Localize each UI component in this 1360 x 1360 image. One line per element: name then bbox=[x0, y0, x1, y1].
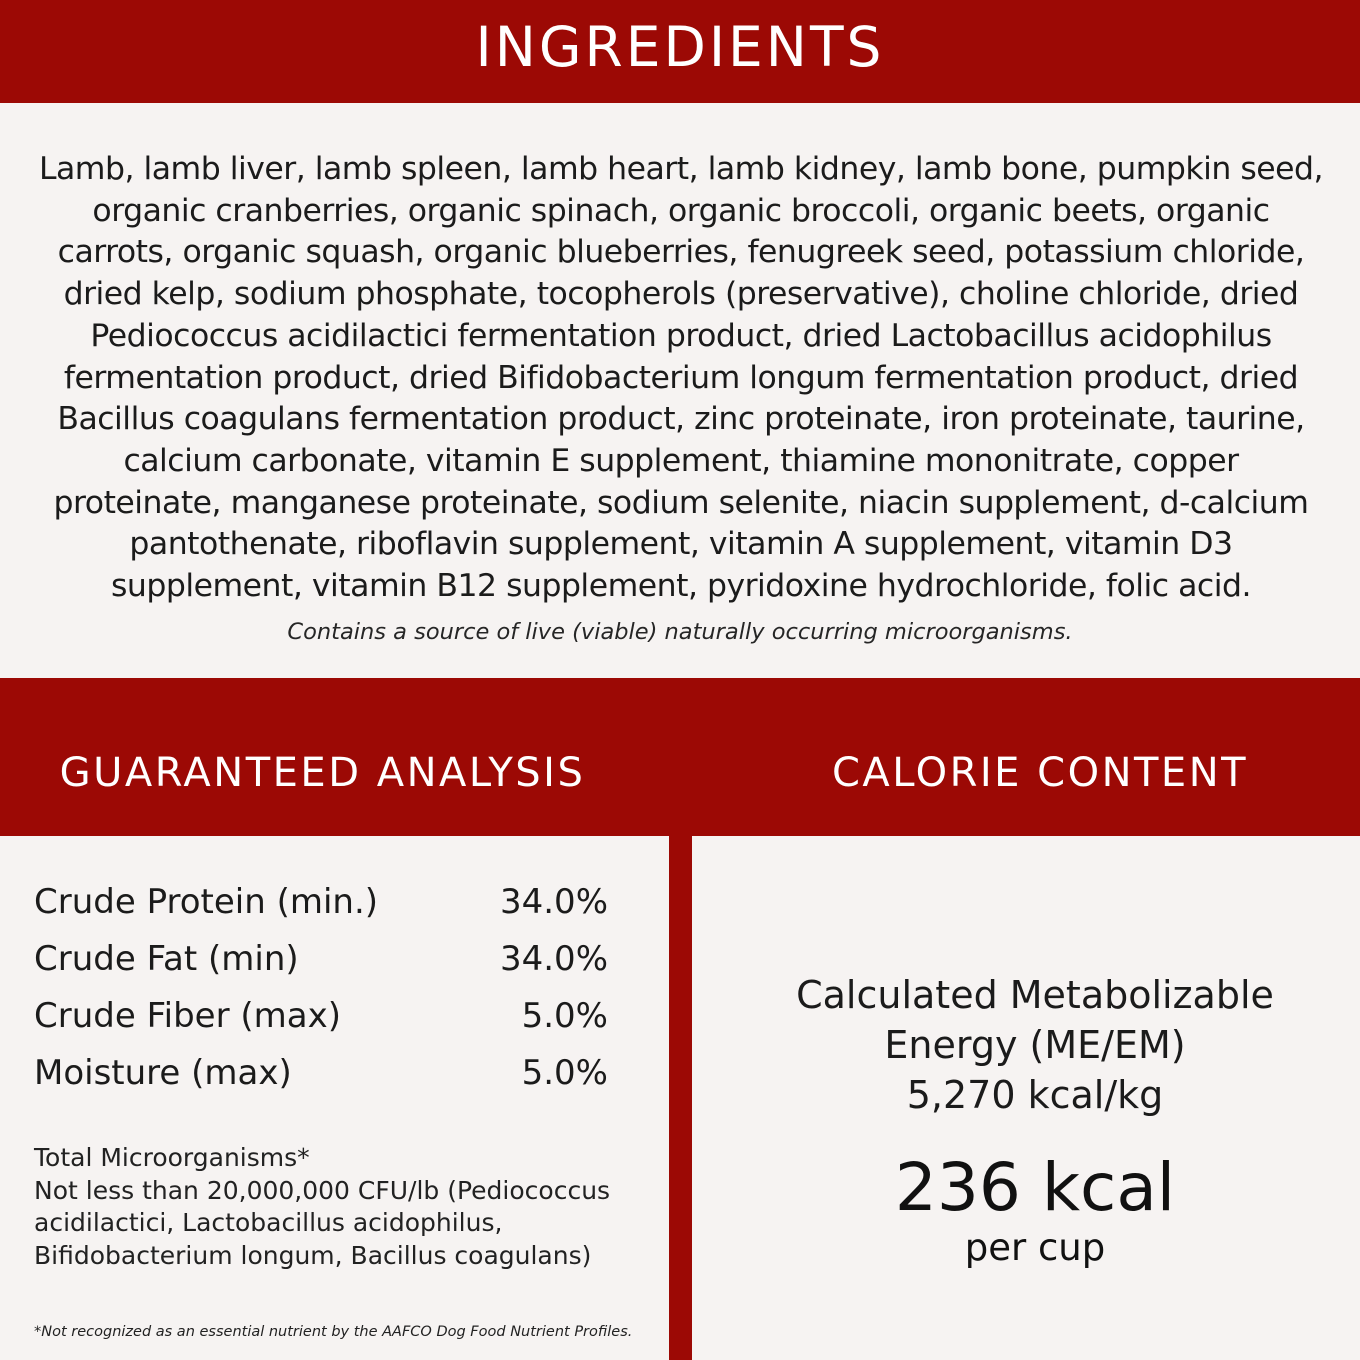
ingredients-line: fermentation product, dried Bifidobacterium longum fermentation product, dried bbox=[63, 359, 1299, 396]
kcal-per-cup-value: 236 kcal bbox=[894, 1149, 1176, 1226]
analysis-label: Crude Protein (min.) bbox=[34, 882, 379, 922]
analysis-row bbox=[34, 880, 608, 937]
analysis-row bbox=[34, 994, 608, 1051]
microorganisms-line: acidilactici, Lactobacillus acidophilus, bbox=[34, 1208, 503, 1237]
analysis-label: Moisture (max) bbox=[34, 1053, 292, 1093]
per-cup-label: per cup bbox=[964, 1226, 1106, 1269]
ingredients-line: pantothenate, riboflavin supplement, vitamin A supplement, vitamin D3 bbox=[129, 526, 1233, 563]
microorganisms-line: Total Microorganisms* bbox=[34, 1143, 310, 1172]
ingredients-line: calcium carbonate, vitamin E supplement, thiamine mononitrate, copper bbox=[123, 442, 1239, 479]
metabolizable-energy bbox=[692, 970, 1360, 1120]
analysis-value: 5.0% bbox=[521, 1053, 608, 1093]
ingredients-header-band bbox=[0, 0, 1360, 103]
microorganism-note: Contains a source of live (viable) naturally occurring microorganisms. bbox=[287, 619, 1073, 645]
ingredients-line: Pediococcus acidilactici fermentation product, dried Lactobacillus acidophilus bbox=[90, 317, 1272, 354]
column-divider bbox=[669, 836, 692, 1360]
analysis-row bbox=[34, 937, 608, 994]
ingredients-title: INGREDIENTS bbox=[475, 15, 885, 79]
aafco-footnote: *Not recognized as an essential nutrient by the AAFCO Dog Food Nutrient Profiles. bbox=[34, 1324, 633, 1340]
analysis-row bbox=[34, 1051, 608, 1108]
total-microorganisms bbox=[34, 1142, 644, 1272]
ingredients-line: dried kelp, sodium phosphate, tocopherols (preservative), choline chloride, dried bbox=[63, 276, 1299, 313]
analysis-value: 34.0% bbox=[499, 939, 608, 979]
ingredients-line: proteinate, manganese proteinate, sodium selenite, niacin supplement, d-calcium bbox=[53, 484, 1309, 521]
ingredients-line: supplement, vitamin B12 supplement, pyridoxine hydrochloride, folic acid. bbox=[111, 568, 1251, 605]
ingredients-list bbox=[36, 149, 1326, 608]
microorganisms-line: Not less than 20,000,000 CFU/lb (Pediococcus bbox=[34, 1175, 611, 1205]
ingredients-line: organic cranberries, organic spinach, organic broccoli, organic beets, organic bbox=[92, 192, 1270, 229]
analysis-label: Crude Fat (min) bbox=[34, 939, 299, 979]
microorganisms-line: Bifidobacterium longum, Bacillus coagulans) bbox=[34, 1240, 592, 1270]
analysis-label: Crude Fiber (max) bbox=[34, 996, 341, 1036]
calorie-content-title: CALORIE CONTENT bbox=[831, 750, 1249, 796]
ingredients-line: carrots, organic squash, organic blueberries, fenugreek seed, potassium chloride, bbox=[57, 234, 1305, 271]
energy-line: Calculated Metabolizable bbox=[796, 973, 1274, 1017]
energy-line: 5,270 kcal/kg bbox=[906, 1073, 1164, 1117]
analysis-value: 5.0% bbox=[521, 996, 608, 1036]
ingredients-line: Bacillus coagulans fermentation product, zinc proteinate, iron proteinate, taurine, bbox=[57, 401, 1305, 438]
ingredients-line: Lamb, lamb liver, lamb spleen, lamb heart, lamb kidney, lamb bone, pumpkin seed, bbox=[38, 151, 1324, 187]
energy-line: Energy (ME/EM) bbox=[884, 1023, 1186, 1067]
guaranteed-analysis-title: GUARANTEED ANALYSIS bbox=[59, 750, 586, 796]
analysis-value: 34.0% bbox=[499, 882, 608, 922]
